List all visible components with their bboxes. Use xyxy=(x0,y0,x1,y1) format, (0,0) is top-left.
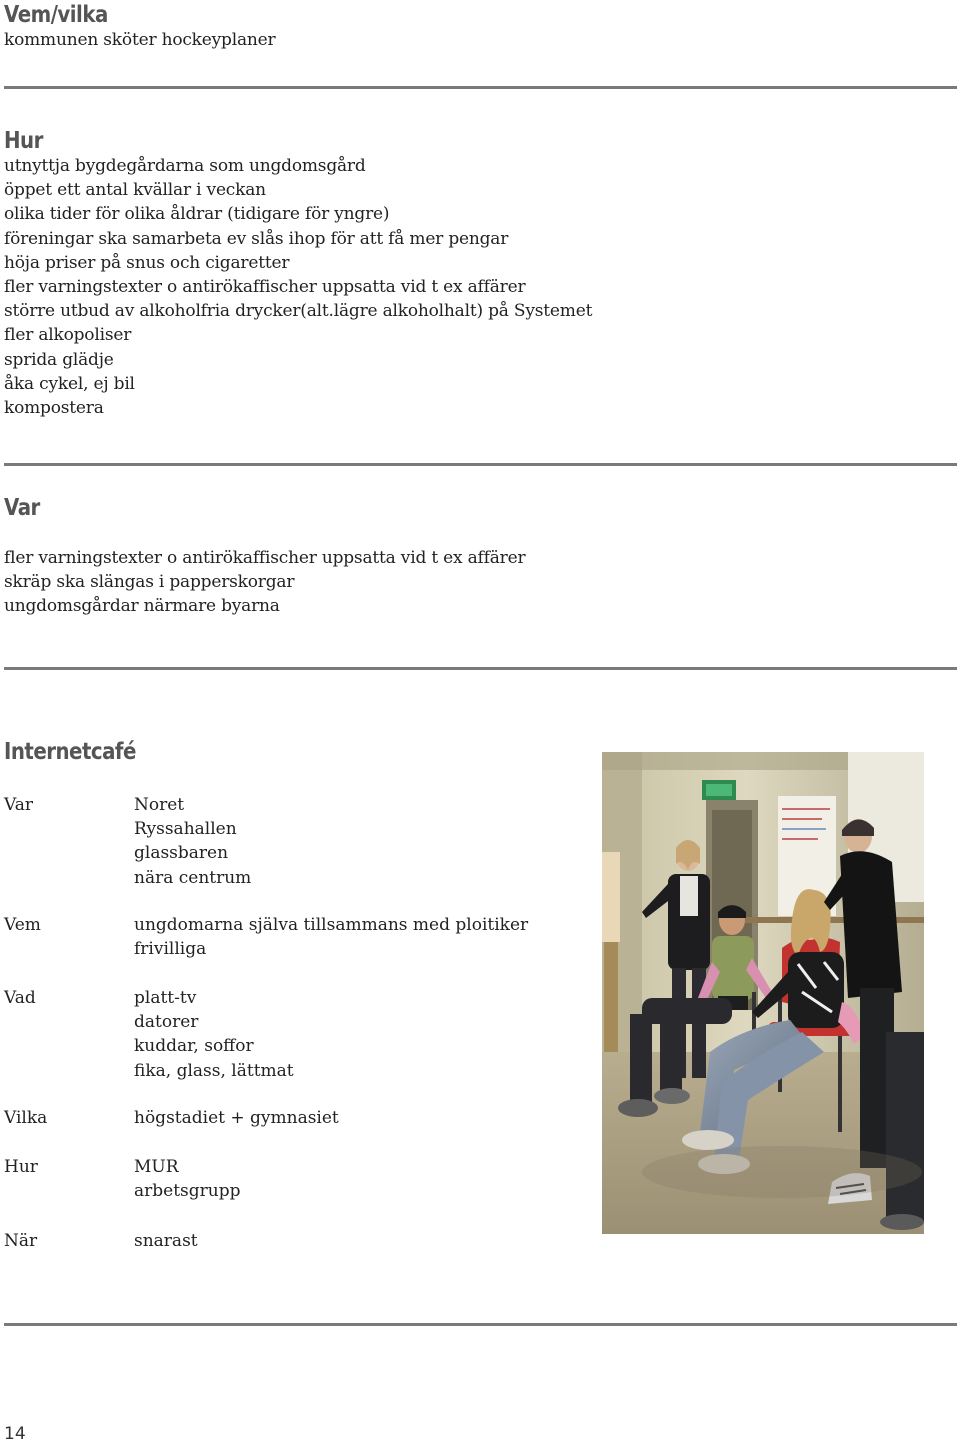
value-line: högstadiet + gymnasiet xyxy=(134,1108,339,1128)
text-line: fler varningstexter o antirökaffischer uppsatta vid t ex affärer xyxy=(4,277,526,298)
value-line: MUR xyxy=(134,1157,179,1177)
value-line: arbetsgrupp xyxy=(134,1181,241,1202)
text-line: kommunen sköter hockeyplaner xyxy=(4,30,276,50)
row-label-var: Var xyxy=(4,795,33,815)
heading-hur: Hur xyxy=(4,128,43,154)
value-line: snarast xyxy=(134,1231,198,1251)
value-line: platt-tv xyxy=(134,988,197,1008)
value-line: Ryssahallen xyxy=(134,819,237,840)
page-number: 14 xyxy=(4,1424,26,1444)
value-line: glassbaren xyxy=(134,843,229,864)
value-line: frivilliga xyxy=(134,939,207,960)
value-line: kuddar, soffor xyxy=(134,1036,254,1057)
text-line: utnyttja bygdegårdarna som ungdomsgård xyxy=(4,156,366,176)
row-label-vad: Vad xyxy=(4,988,36,1008)
divider xyxy=(4,667,957,670)
value-line: nära centrum xyxy=(134,867,252,888)
row-values-nar xyxy=(134,1229,198,1253)
row-label-nar: När xyxy=(4,1231,38,1251)
workshop-photo xyxy=(602,752,924,1234)
vem-vilka-text xyxy=(4,28,275,52)
divider xyxy=(4,86,957,89)
text-line: öppet ett antal kvällar i veckan xyxy=(4,180,266,201)
hur-text xyxy=(4,154,592,420)
text-line: åka cykel, ej bil xyxy=(4,373,135,394)
text-line: föreningar ska samarbeta ev slås ihop för att få mer pengar xyxy=(4,228,509,249)
text-line: ungdomsgårdar närmare byarna xyxy=(4,596,280,617)
var-text xyxy=(4,546,525,619)
text-line: sprida glädje xyxy=(4,349,114,370)
row-values-vad xyxy=(134,986,294,1083)
text-line: olika tider för olika åldrar (tidigare för yngre) xyxy=(4,204,390,225)
heading-var: Var xyxy=(4,495,40,521)
text-line: kompostera xyxy=(4,398,104,419)
text-line: större utbud av alkoholfria drycker(alt.lägre alkoholhalt) på Systemet xyxy=(4,301,593,322)
heading-internetcafe: Internetcafé xyxy=(4,739,136,765)
row-label-vem: Vem xyxy=(4,915,41,935)
text-line: fler varningstexter o antirökaffischer uppsatta vid t ex affärer xyxy=(4,548,526,568)
text-line: höja priser på snus och cigaretter xyxy=(4,252,290,273)
value-line: Noret xyxy=(134,795,185,815)
row-values-hur xyxy=(134,1155,240,1203)
text-line: skräp ska slängas i papperskorgar xyxy=(4,572,295,593)
row-values-vem xyxy=(134,913,528,961)
divider xyxy=(4,463,957,466)
row-label-hur: Hur xyxy=(4,1157,38,1177)
row-values-var xyxy=(134,793,251,890)
text-line: fler alkopoliser xyxy=(4,325,132,346)
value-line: fika, glass, lättmat xyxy=(134,1060,294,1081)
heading-vem-vilka: Vem/vilka xyxy=(4,2,108,28)
divider xyxy=(4,1323,957,1326)
value-line: datorer xyxy=(134,1012,199,1033)
value-line: ungdomarna själva tillsammans med ploitiker xyxy=(134,915,529,935)
row-values-vilka xyxy=(134,1106,339,1130)
row-label-vilka: Vilka xyxy=(4,1108,48,1128)
